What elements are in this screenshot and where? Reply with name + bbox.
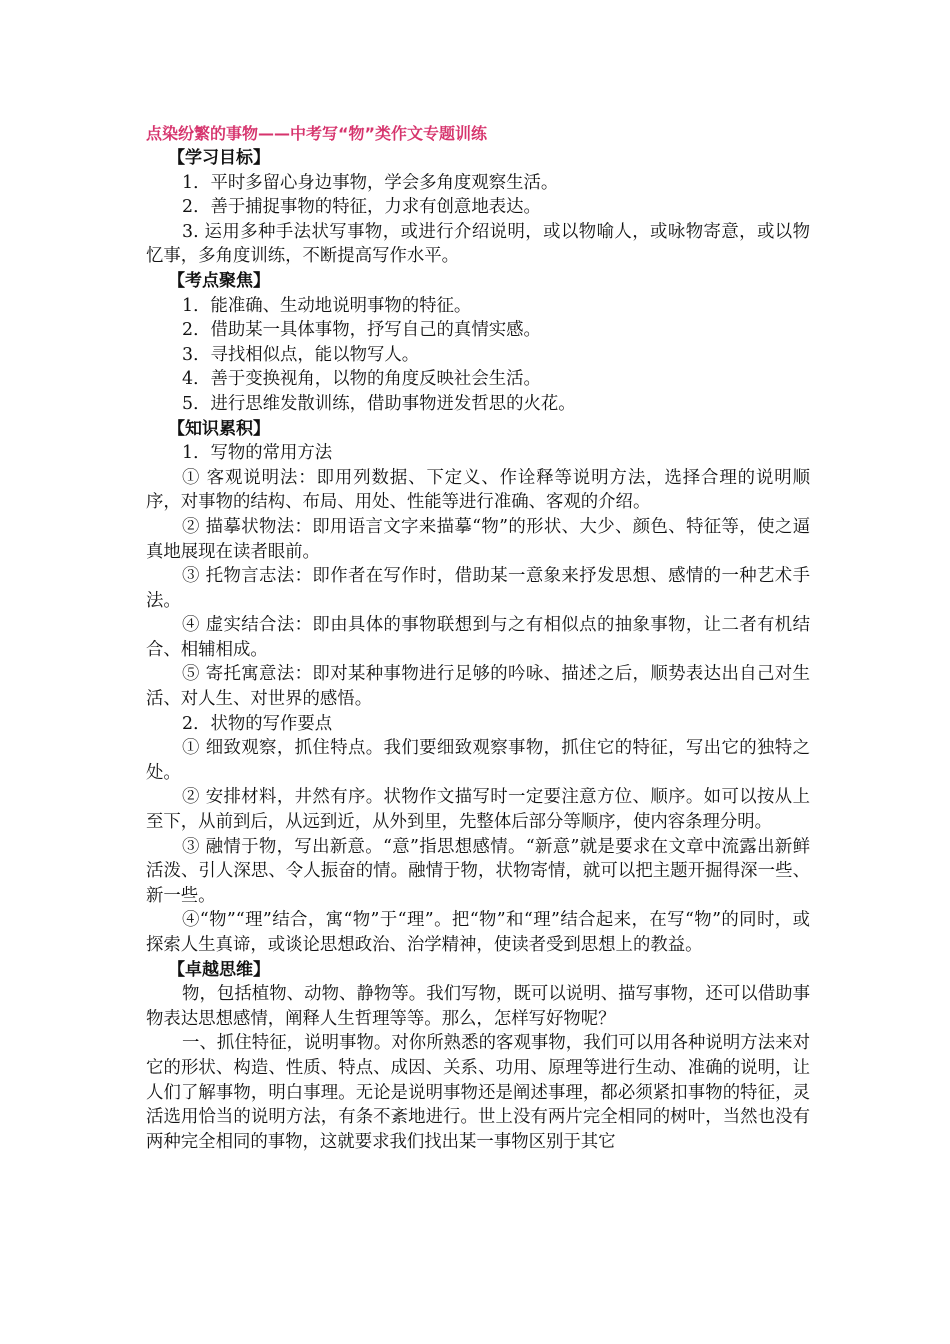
paragraph: 1．能准确、生动地说明事物的特征。 <box>182 295 472 316</box>
paragraph: 2．状物的写作要点 <box>182 713 333 734</box>
paragraph: ④ 虚实结合法：即由具体的事物联想到与之有相似点的抽象事物，让二者有机结合、相辅相成。 <box>146 615 810 660</box>
paragraph: 3．寻找相似点，能以物写人。 <box>182 344 420 365</box>
section-heading: 【知识累积】 <box>168 418 270 439</box>
paragraph: 5．进行思维发散训练，借助事物迸发哲思的火花。 <box>182 393 576 414</box>
section-thinking <box>146 958 810 1155</box>
paragraph: 物，包括植物、动物、静物等。我们写物，既可以说明、描写事物，还可以借助事物表达思想感情，阐释人生哲理等等。那么，怎样写好物呢？ <box>146 984 810 1029</box>
section-heading: 【卓越思维】 <box>168 959 270 980</box>
paragraph: 一、抓住特征，说明事物。对你所熟悉的客观事物，我们可以用各种说明方法来对它的形状、构造、性质、特点、成因、关系、功用、原理等进行生动、准确的说明，让人们了解事物，明白事理。无论是说明事物还是阐述事理，都必须紧扣事物的特征，灵活选用恰当的说明方法，有条不紊地进行。世上没有两片完全相同的树叶，当然也没有两种完全相同的事物，这就要求我们找出某一事物区别于其它 <box>146 1033 810 1152</box>
paragraph: ③ 融情于物，写出新意。“意”指思想感情。“新意”就是要求在文章中流露出新鲜活泼、引人深思、令人振奋的情。融情于物，状物寄情，就可以把主题开掘得深一些、新一些。 <box>146 836 810 906</box>
section-knowledge <box>146 417 810 958</box>
document-title: 点染纷繁的事物——中考写“物”类作文专题训练 <box>146 124 488 143</box>
paragraph: 2．借助某一具体事物，抒写自己的真情实感。 <box>182 320 541 341</box>
paragraph: 1．平时多留心身边事物，学会多角度观察生活。 <box>182 172 559 193</box>
document-page <box>146 122 810 1154</box>
paragraph: 3. 运用多种手法状写事物，或进行介绍说明，或以物喻人，或咏物寄意，或以物忆事，多角度训练，不断提高写作水平。 <box>146 221 810 267</box>
section-heading: 【学习目标】 <box>168 148 270 168</box>
paragraph: ② 描摹状物法：即用语言文字来描摹“物”的形状、大少、颜色、特征等，使之逼真地展现在读者眼前。 <box>146 516 810 562</box>
paragraph: ① 细致观察，抓住特点。我们要细致观察事物，抓住它的特征，写出它的独特之处。 <box>146 738 810 783</box>
section-heading: 【考点聚焦】 <box>168 270 270 291</box>
paragraph: ② 安排材料，井然有序。状物作文描写时一定要注意方位、顺序。如可以按从上至下，从前到后，从远到近，从外到里，先整体后部分等顺序，使内容条理分明。 <box>146 787 810 833</box>
paragraph: ③ 托物言志法：即作者在写作时，借助某一意象来抒发思想、感情的一种艺术手法。 <box>146 566 810 611</box>
paragraph: 2．善于捕捉事物的特征，力求有创意地表达。 <box>182 197 541 218</box>
paragraph: ⑤ 寄托寓意法：即对某种事物进行足够的吟咏、描述之后，顺势表达出自己对生活、对人生、对世界的感悟。 <box>146 664 810 710</box>
paragraph: 4．善于变换视角，以物的角度反映社会生活。 <box>182 369 541 390</box>
section-exam-focus <box>146 269 810 417</box>
paragraph: ① 客观说明法：即用列数据、下定义、作诠释等说明方法，选择合理的说明顺序，对事物的结构、布局、用处、性能等进行准确、客观的介绍。 <box>146 467 810 513</box>
paragraph: 1．写物的常用方法 <box>182 443 333 464</box>
section-learning-goals <box>146 146 810 269</box>
paragraph: ④“物”“理”结合，寓“物”于“理”。把“物”和“理”结合起来，在写“物”的同时，或探索人生真谛，或谈论思想政治、治学精神，使读者受到思想上的教益。 <box>146 910 810 955</box>
